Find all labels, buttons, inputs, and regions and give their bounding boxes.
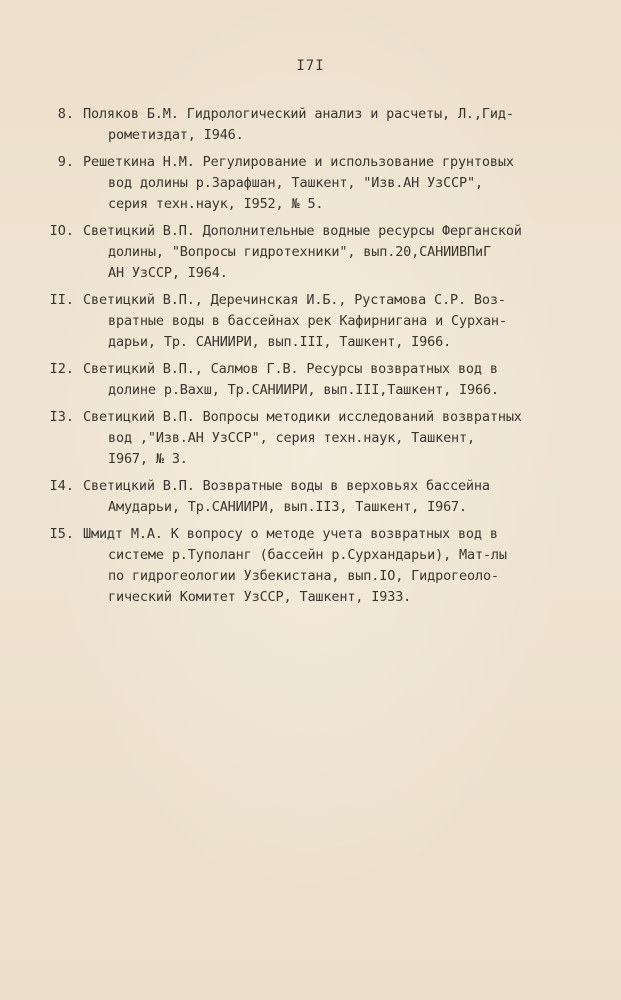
reference-number: I4. (49, 478, 74, 494)
reference-line: Амударьи, Тр.САНИИРИ, вып.II3, Ташкент, I967. (108, 499, 467, 515)
reference-number: IO. (49, 223, 74, 239)
reference-text (83, 104, 583, 146)
reference-line: АН УзССР, I964. (108, 265, 228, 281)
reference-line: I967, № 3. (108, 451, 188, 467)
reference-line: вод долины р.Зарафшан, Ташкент, "Изв.АН УзССР", (108, 175, 483, 191)
reference-text (83, 221, 583, 284)
reference-line: вод ,"Изв.АН УзССР", серия техн.наук, Ташкент, (108, 430, 475, 446)
reference-number: II. (49, 292, 74, 308)
reference-line: серия техн.наук, I952, № 5. (108, 196, 324, 212)
reference-item (0, 104, 621, 146)
reference-item (0, 359, 621, 401)
page-number: I7I (296, 58, 325, 74)
reference-line: гический Комитет УзССР, Ташкент, I933. (108, 589, 412, 605)
reference-line: Светицкий В.П., Деречинская И.Б., Рустамова С.Р. Воз- (83, 292, 506, 308)
reference-item (0, 152, 621, 215)
reference-line: Шмидт М.А. К вопросу о методе учета возвратных вод в (83, 526, 498, 542)
reference-text (83, 524, 583, 608)
reference-item (0, 407, 621, 470)
reference-line: вратные воды в бассейнах рек Кафирнигана и Сурхан- (108, 313, 507, 329)
reference-line: Светицкий В.П. Вопросы методики исследований возвратных (83, 409, 522, 425)
reference-line: рометиздат, I946. (108, 127, 244, 143)
reference-text (83, 290, 583, 353)
reference-item (0, 221, 621, 284)
reference-item (0, 524, 621, 608)
reference-line: по гидрогеологии Узбекистана, вып.IO, Гидрогеоло- (108, 568, 499, 584)
reference-line: Светицкий В.П. Возвратные воды в верховьях бассейна (83, 478, 490, 494)
reference-line: системе р.Туполанг (бассейн р.Сурхандарьи), Мат-лы (108, 547, 507, 563)
reference-line: дарьи, Тр. САНИИРИ, вып.III, Ташкент, I966. (108, 334, 452, 350)
reference-text (83, 152, 583, 215)
reference-line: долины, "Вопросы гидротехники", вып.20,САНИИВПиГ (108, 244, 491, 260)
reference-text (83, 476, 583, 518)
reference-number: I5. (49, 526, 74, 542)
reference-text (83, 407, 583, 470)
reference-number: I3. (49, 409, 74, 425)
reference-number: I2. (49, 361, 74, 377)
reference-number: 9. (57, 154, 74, 170)
reference-item (0, 476, 621, 518)
reference-list (0, 104, 621, 614)
reference-line: долине р.Вахш, Тр.САНИИРИ, вып.III,Ташкент, I966. (108, 382, 499, 398)
reference-item (0, 290, 621, 353)
reference-line: Решеткина Н.М. Регулирование и использование грунтовых (83, 154, 514, 170)
reference-line: Поляков Б.М. Гидрологический анализ и расчеты, Л.,Гид- (83, 106, 514, 122)
reference-line: Светицкий В.П., Салмов Г.В. Ресурсы возвратных вод в (83, 361, 498, 377)
reference-number: 8. (57, 106, 74, 122)
reference-line: Светицкий В.П. Дополнительные водные ресурсы Ферганской (83, 223, 522, 239)
reference-text (83, 359, 583, 401)
